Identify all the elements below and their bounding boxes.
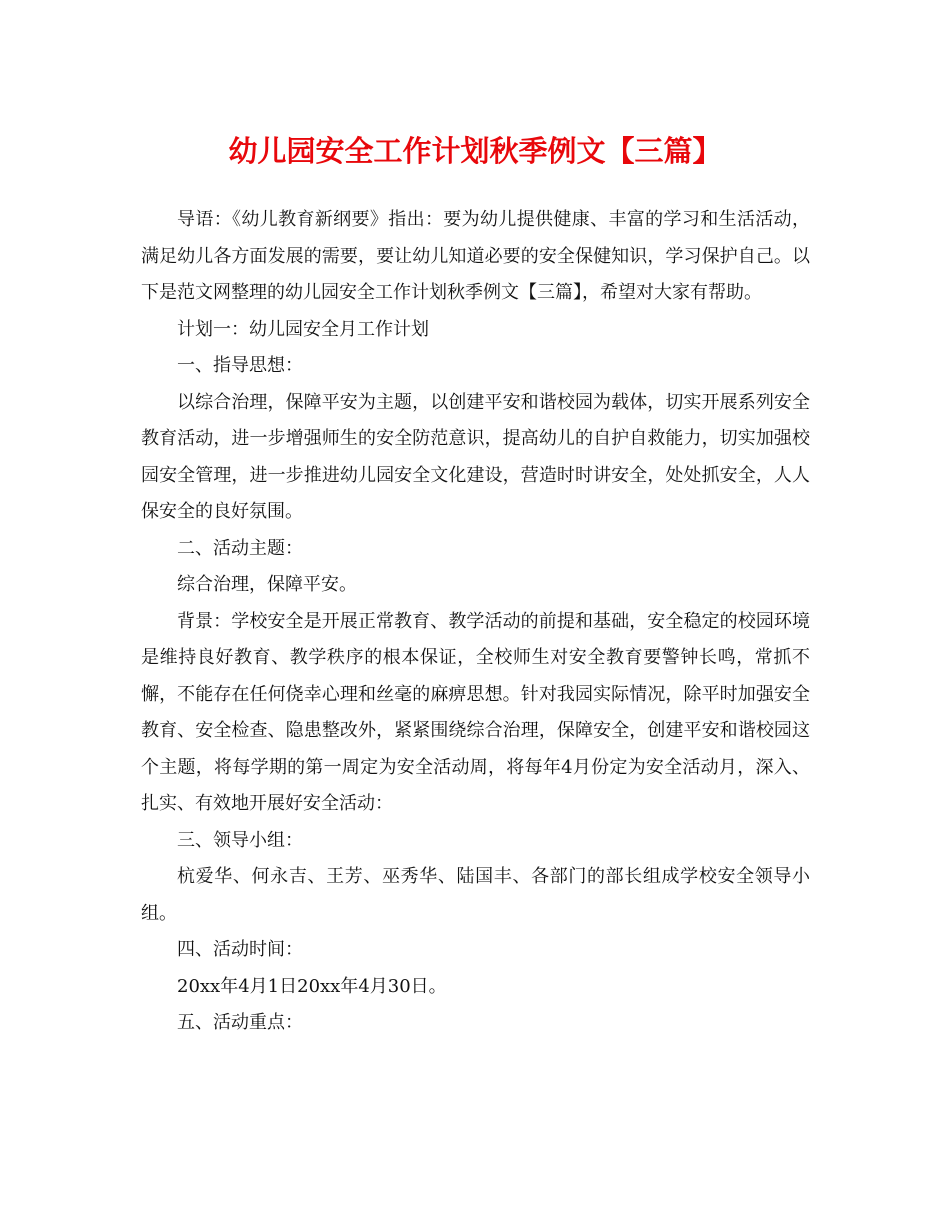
section-heading-activity-theme: 二、活动主题：	[177, 537, 303, 559]
paragraph-background: 背景：学校安全是开展正常教育、教学活动的前提和基础，安全稳定的校园环境是维持良好教育、教学秩序的根本保证，全校师生对安全教育要警钟长鸣，常抓不懈，不能存在任何侥幸心理和丝毫的麻痹思想。针对我园实际情况，除平时加强安全教育、安全检查、隐患整改外，紧紧围绕综合治理，保障安全，创建平安和谐校园这个主题，将每学期的第一周定为安全活动周，将每年4月份定为安全活动月，深入、扎实、有效地开展好安全活动：	[141, 610, 810, 814]
section-heading-guiding-ideology: 一、指导思想：	[177, 355, 303, 376]
paragraph-guiding-ideology: 以综合治理，保障平安为主题，以创建平安和谐校园为载体，切实开展系列安全教育活动，进一步增强师生的安全防范意识，提高幼儿的自护自救能力，切实加强校园安全管理，进一步推进幼儿园安全文化建设，营造时时讲安全，处处抓安全，人人保安全的良好氛围。	[141, 391, 810, 522]
document-body	[141, 202, 810, 1042]
section-heading-leadership-group: 三、领导小组：	[177, 829, 303, 851]
document-title: 幼儿园安全工作计划秋季例文【三篇】	[228, 134, 722, 168]
section-heading-activity-focus: 五、活动重点：	[177, 1012, 303, 1033]
paragraph-plan-one-heading: 计划一：幼儿园安全月工作计划	[177, 318, 429, 340]
section-heading-activity-time: 四、活动时间：	[177, 939, 303, 960]
paragraph-activity-theme: 综合治理，保障平安。	[177, 574, 357, 595]
paragraph-activity-time: 20xx年4月1日20xx年4月30日。	[177, 975, 447, 997]
paragraph-intro: 导语：《幼儿教育新纲要》指出：要为幼儿提供健康、丰富的学习和生活活动，满足幼儿各方面发展的需要，要让幼儿知道必要的安全保健知识，学习保护自己。以下是范文网整理的幼儿园安全工作计划秋季例文【三篇】，希望对大家有帮助。	[141, 209, 810, 303]
paragraph-leadership-group: 杭爱华、何永吉、王芳、巫秀华、陆国丰、各部门的部长组成学校安全领导小组。	[141, 866, 810, 924]
